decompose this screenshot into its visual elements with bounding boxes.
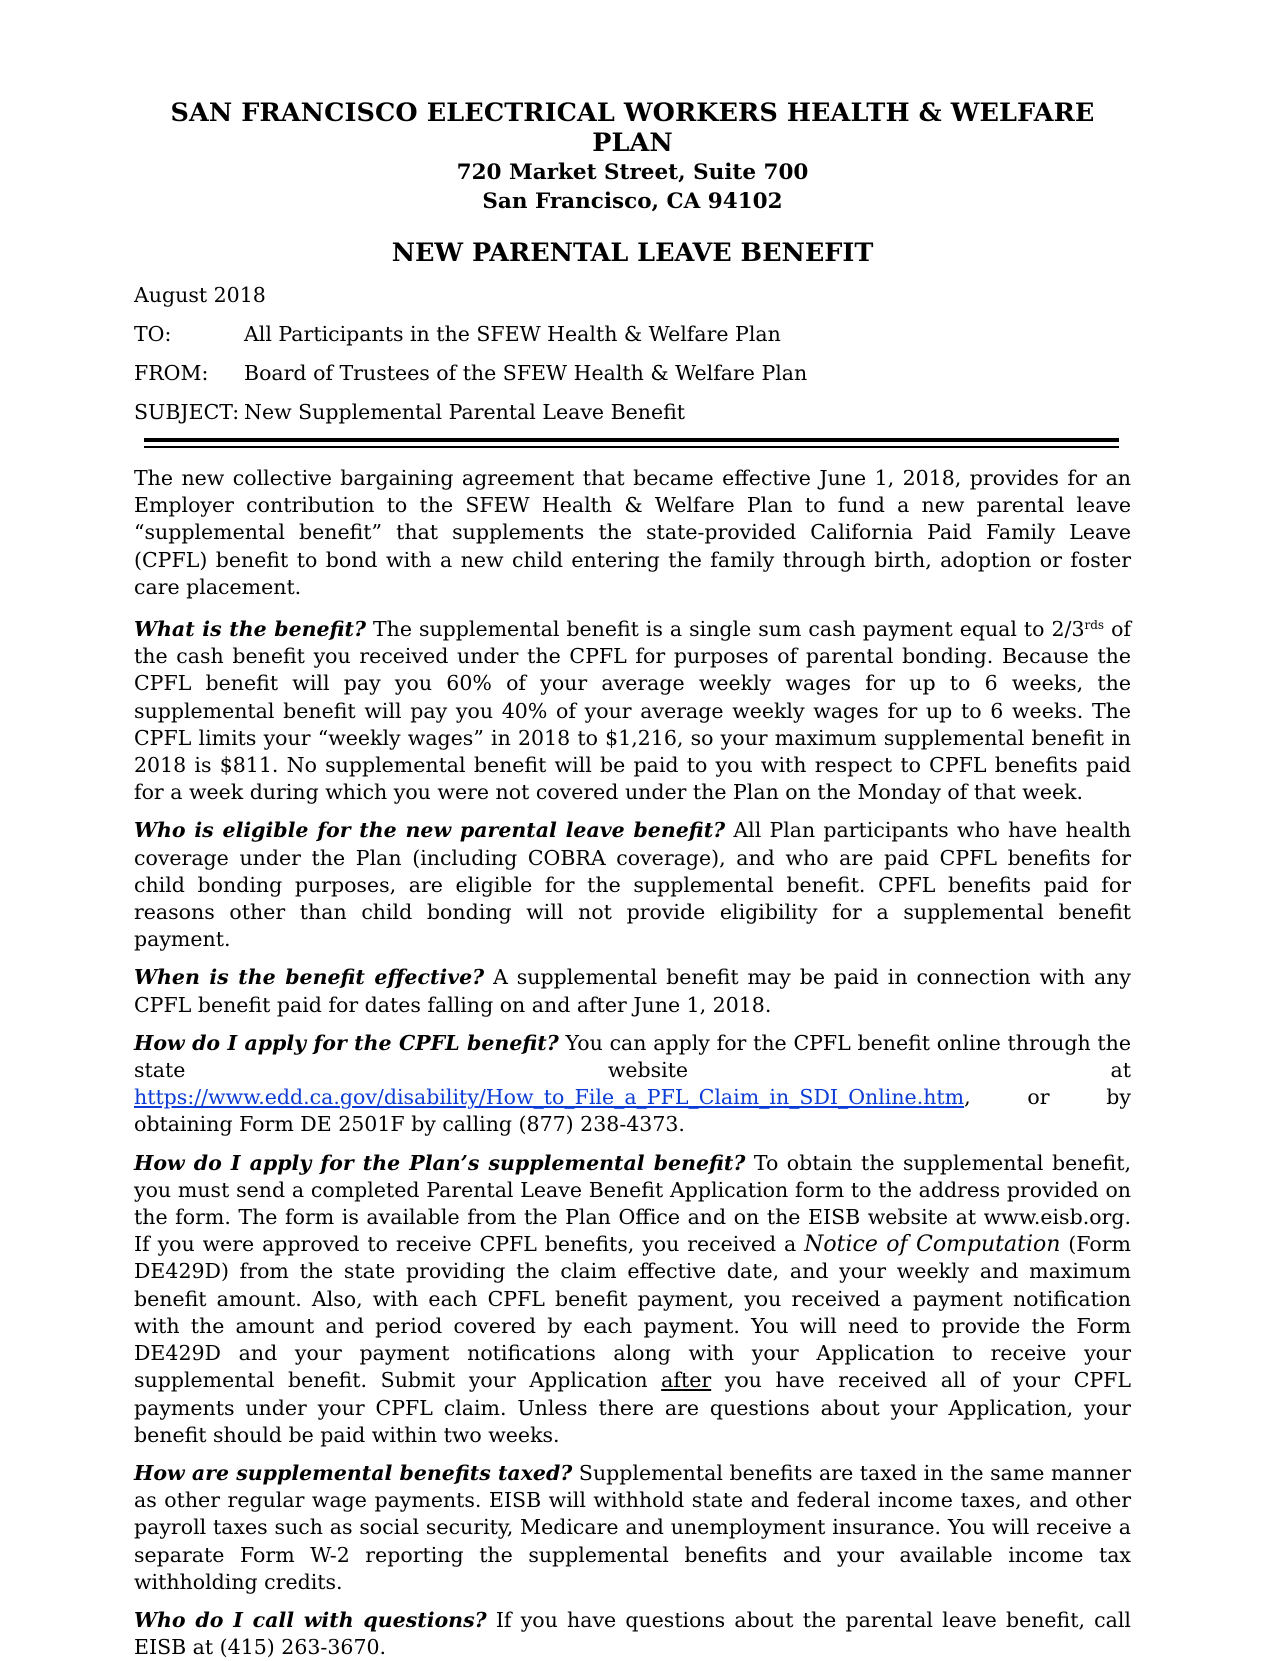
what-superscript: rds [1084, 618, 1105, 633]
memo-to-row [134, 321, 1131, 347]
what-answer-part2: of the cash benefit you received under the CPFL for purposes of parental bonding. Because the CPFL benefit will pay you 60% of your average weekly wages for up to 6 weeks, the supplemental benefit will pay you 40% of your average weekly wages for up to 6 weeks. The CPFL limits your “weekly wages” in 2018 to $1,216, so your maximum supplemental benefit in 2018 is $811. No supplemental benefit will be paid to you with respect to CPFL benefits paid for a week during which you were not covered under the Plan on the Monday of that week. [134, 617, 1131, 805]
memo-subject-value: New Supplemental Parental Leave Benefit [244, 400, 686, 424]
apply-cpfl-answer-part1: You can apply for the CPFL benefit online through the state website at [134, 1030, 1131, 1083]
apply-cpfl-question: How do I apply for the CPFL benefit? [134, 1030, 559, 1055]
horizontal-divider [144, 438, 1119, 448]
after-emphasis: after [661, 1368, 712, 1393]
organization-name: SAN FRANCISCO ELECTRICAL WORKERS HEALTH & WELFARE PLAN [170, 98, 1095, 158]
apply-plan-question: How do I apply for the Plan’s supplemental benefit? [134, 1150, 746, 1175]
apply-cpfl-answer-part2: , or by obtaining Form DE 2501F by calling (877) 238-4373. [134, 1085, 1131, 1137]
memo-to-label: TO: [134, 322, 172, 346]
eligibility-question: Who is eligible for the new parental leave benefit? [134, 818, 726, 843]
eligibility-answer: All Plan participants who have health coverage under the Plan (including COBRA coverage), and who are paid CPFL benefits for child bonding purposes, are eligible for the supplemental benefit. CPFL benefits paid for reasons other than child bonding will not provide eligibility for a supplemental benefit payment. [134, 818, 1131, 952]
notice-of-computation: Notice of Computation [804, 1232, 1061, 1258]
apply-cpfl-paragraph [134, 1030, 1131, 1139]
effective-paragraph [134, 964, 1131, 1018]
memo-subject-row [134, 399, 1131, 425]
apply-plan-answer-part1: To obtain the supplemental benefit, you must send a completed Parental Leave Benefit Application form to the address provided on the form. The form is available from the Plan Office and on the EISB website at www.eisb.org. If you were approved to receive CPFL benefits, you received a [134, 1150, 1131, 1257]
contact-answer: If you have questions about the parental leave benefit, call EISB at (415) 263-3670. [134, 1607, 1131, 1660]
apply-plan-answer-part3: you have received all of your CPFL payments under your CPFL claim. Unless there are questions about your Application, your benefit should be paid within two weeks. [134, 1368, 1132, 1447]
memo-from-value: Board of Trustees of the SFEW Health & Welfare Plan [244, 361, 808, 385]
what-paragraph [134, 612, 1131, 806]
memo-subject-label: SUBJECT: [134, 400, 240, 424]
address-line-1: 720 Market Street, Suite 700 [456, 160, 809, 185]
edd-claim-link[interactable]: https://www.edd.ca.gov/disability/How_to_File_a_PFL_Claim_in_SDI_Online.htm [134, 1085, 965, 1110]
tax-question: How are supplemental benefits taxed? [134, 1460, 573, 1485]
address-line-2: San Francisco, CA 94102 [482, 189, 783, 214]
memo-body [134, 465, 1131, 1661]
intro-paragraph: The new collective bargaining agreement that became effective June 1, 2018, provides for an Employer contribution to the SFEW Health & Welfare Plan to fund a new parental leave “supplemental benefit” that supplements the state-provided California Paid Family Leave (CPFL) benefit to bond with a new child entering the family through birth, adoption or foster care placement. [134, 466, 1131, 599]
document-title: NEW PARENTAL LEAVE BENEFIT [391, 238, 874, 268]
what-question: What is the benefit? [134, 617, 366, 642]
effective-question: When is the benefit effective? [134, 965, 485, 990]
tax-paragraph [134, 1460, 1131, 1596]
eligibility-paragraph [134, 817, 1131, 953]
contact-paragraph [134, 1607, 1131, 1661]
memo-from-row [134, 360, 1131, 386]
tax-answer: Supplemental benefits are taxed in the same manner as other regular wage payments. EISB will withhold state and federal income taxes, and other payroll taxes such as social security, Medicare and unemployment insurance. You will receive a separate Form W-2 reporting the supplemental benefits and your available income tax withholding credits. [134, 1460, 1131, 1594]
apply-plan-answer-part2: (Form DE429D) from the state providing the claim effective date, and your weekly and maximum benefit amount. Also, with each CPFL benefit payment, you received a payment notification with the amount and period covered by each payment. You will need to provide the Form DE429D and your payment notifications along with your Application to receive your supplemental benefit. Submit your Application [134, 1232, 1131, 1393]
letterhead [134, 98, 1131, 216]
memo-from-label: FROM: [134, 361, 209, 385]
effective-answer: A supplemental benefit may be paid in connection with any CPFL benefit paid for dates falling on and after June 1, 2018. [134, 965, 1131, 1017]
what-answer-part1: The supplemental benefit is a single sum cash payment equal to 2/3 [365, 617, 1085, 642]
apply-plan-paragraph [134, 1150, 1131, 1449]
memo-to-value: All Participants in the SFEW Health & Welfare Plan [244, 322, 781, 346]
contact-question: Who do I call with questions? [134, 1607, 487, 1632]
memo-date: August 2018 [134, 283, 266, 307]
